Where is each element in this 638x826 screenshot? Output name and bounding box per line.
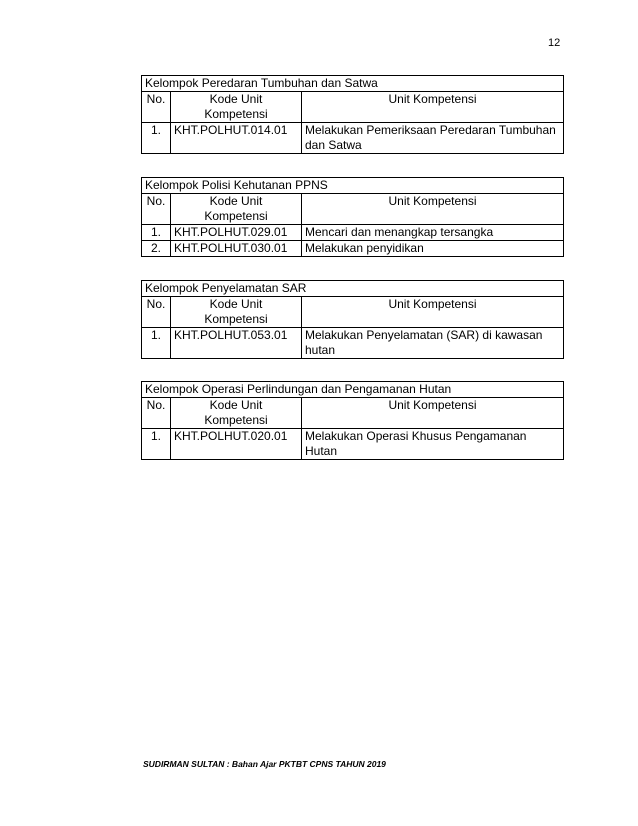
header-no: No. — [142, 92, 171, 123]
row-unit: Melakukan Operasi Khusus Pengamanan Hutan — [302, 429, 564, 460]
header-no: No. — [142, 297, 171, 328]
table-row — [142, 123, 564, 154]
row-unit: Melakukan Penyelamatan (SAR) di kawasan hutan — [302, 328, 564, 359]
header-kode-line2: Kompetensi — [204, 312, 268, 326]
header-kode-unit — [171, 194, 302, 225]
page-number: 12 — [548, 37, 561, 49]
table-header-row — [142, 297, 564, 328]
table-row — [142, 241, 564, 257]
table-row — [142, 429, 564, 460]
row-no: 1. — [142, 429, 171, 460]
header-kode-line1: Kode Unit — [209, 92, 263, 106]
header-kode-line1: Kode Unit — [209, 398, 263, 412]
table-title-row — [142, 76, 564, 92]
table-header-row — [142, 194, 564, 225]
header-no: No. — [142, 194, 171, 225]
table-row — [142, 225, 564, 241]
competency-table-operasi — [141, 381, 564, 460]
header-kode-line2: Kompetensi — [204, 413, 268, 427]
table-header-row — [142, 398, 564, 429]
row-no: 1. — [142, 225, 171, 241]
table-title-row — [142, 382, 564, 398]
competency-table-polisi — [141, 177, 564, 257]
header-kode-unit — [171, 398, 302, 429]
header-kode-line1: Kode Unit — [209, 194, 263, 208]
header-kode-line2: Kompetensi — [204, 107, 268, 121]
row-unit: Melakukan penyidikan — [302, 241, 564, 257]
table-row — [142, 328, 564, 359]
table-title-row — [142, 281, 564, 297]
header-unit-kompetensi: Unit Kompetensi — [302, 194, 564, 225]
table-title-row — [142, 178, 564, 194]
header-kode-line2: Kompetensi — [204, 209, 268, 223]
group-title: Kelompok Peredaran Tumbuhan dan Satwa — [142, 76, 564, 92]
table-header-row — [142, 92, 564, 123]
header-no: No. — [142, 398, 171, 429]
row-kode: KHT.POLHUT.029.01 — [171, 225, 302, 241]
group-title: Kelompok Polisi Kehutanan PPNS — [142, 178, 564, 194]
row-no: 1. — [142, 123, 171, 154]
row-no: 2. — [142, 241, 171, 257]
header-unit-kompetensi: Unit Kompetensi — [302, 92, 564, 123]
row-kode: KHT.POLHUT.053.01 — [171, 328, 302, 359]
competency-table-sar — [141, 280, 564, 359]
row-unit: Melakukan Pemeriksaan Peredaran Tumbuhan dan Satwa — [302, 123, 564, 154]
row-kode: KHT.POLHUT.020.01 — [171, 429, 302, 460]
row-no: 1. — [142, 328, 171, 359]
group-title: Kelompok Penyelamatan SAR — [142, 281, 564, 297]
header-kode-unit — [171, 92, 302, 123]
row-kode: KHT.POLHUT.030.01 — [171, 241, 302, 257]
competency-table-peredaran — [141, 75, 564, 154]
header-unit-kompetensi: Unit Kompetensi — [302, 297, 564, 328]
footer-text: SUDIRMAN SULTAN : Bahan Ajar PKTBT CPNS TAHUN 2019 — [143, 759, 386, 769]
header-kode-unit — [171, 297, 302, 328]
row-kode: KHT.POLHUT.014.01 — [171, 123, 302, 154]
header-unit-kompetensi: Unit Kompetensi — [302, 398, 564, 429]
group-title: Kelompok Operasi Perlindungan dan Pengamanan Hutan — [142, 382, 564, 398]
row-unit: Mencari dan menangkap tersangka — [302, 225, 564, 241]
header-kode-line1: Kode Unit — [209, 297, 263, 311]
